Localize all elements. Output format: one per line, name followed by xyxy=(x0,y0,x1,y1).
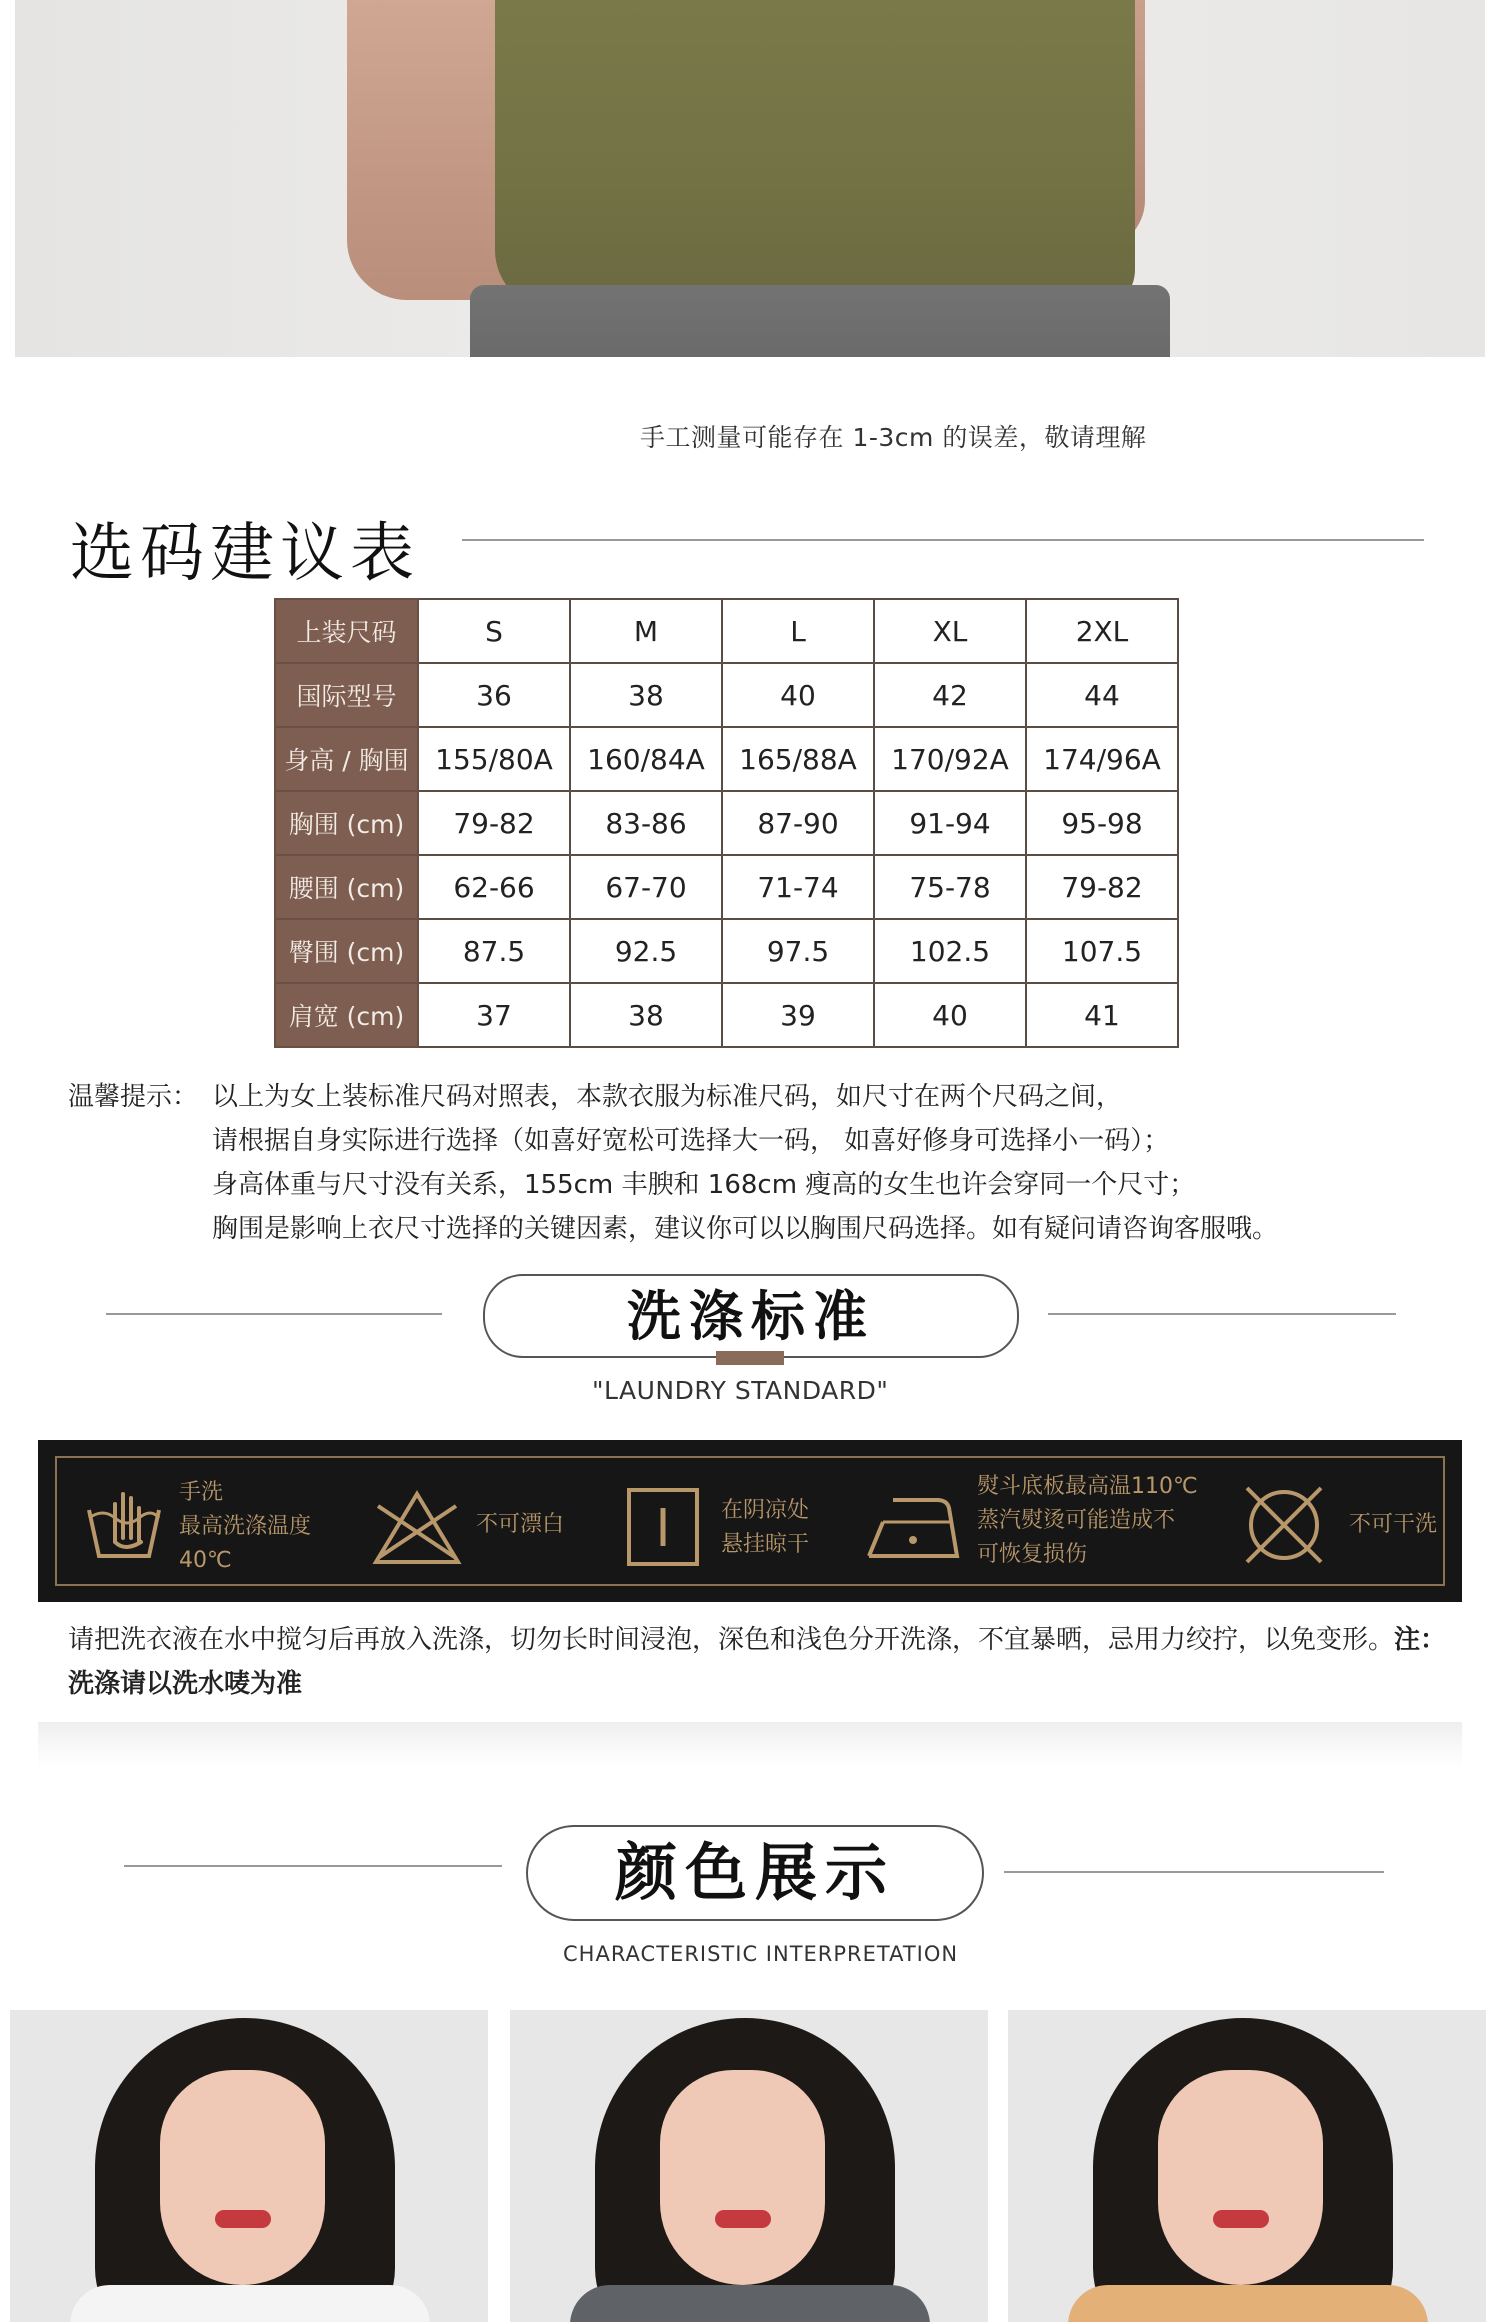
size-cell: 160/84A xyxy=(570,727,722,791)
hand-wash-icon xyxy=(81,1476,167,1566)
color-photo-grey xyxy=(510,2010,988,2322)
size-row-header: 肩宽 (cm) xyxy=(275,983,418,1047)
size-cell: 75-78 xyxy=(874,855,1026,919)
size-row xyxy=(275,663,1178,727)
divider xyxy=(1004,1871,1384,1873)
size-cell: 102.5 xyxy=(874,919,1026,983)
size-cell: 37 xyxy=(418,983,570,1047)
size-row-header: 上装尺码 xyxy=(275,599,418,663)
size-cell: 92.5 xyxy=(570,919,722,983)
size-row-header: 胸围 (cm) xyxy=(275,791,418,855)
colors-subtitle: CHARACTERISTIC INTERPRETATION xyxy=(563,1942,959,1966)
grey-pants xyxy=(470,285,1170,357)
size-row xyxy=(275,599,1178,663)
color-photo-yellow xyxy=(1008,2010,1486,2322)
no-bleach-text: 不可漂白 xyxy=(476,1512,565,1537)
size-row xyxy=(275,791,1178,855)
size-cell: 79-82 xyxy=(1026,855,1178,919)
size-table xyxy=(274,598,1179,1048)
tips-label: 温馨提示： xyxy=(68,1082,199,1112)
iron-icon xyxy=(863,1492,963,1562)
wash-note xyxy=(68,1618,1448,1706)
no-bleach-icon xyxy=(370,1488,464,1568)
size-cell: L xyxy=(722,599,874,663)
size-cell: XL xyxy=(874,599,1026,663)
laundry-frame xyxy=(55,1456,1445,1586)
size-row-header: 国际型号 xyxy=(275,663,418,727)
measure-note: 手工测量可能存在 1-3cm 的误差，敬请理解 xyxy=(640,423,1147,452)
product-photo xyxy=(15,0,1485,357)
laundry-title-pill xyxy=(483,1274,1019,1358)
size-cell: M xyxy=(570,599,722,663)
tee-yellow xyxy=(1068,2285,1428,2322)
size-cell: 155/80A xyxy=(418,727,570,791)
size-row xyxy=(275,727,1178,791)
tee-grey xyxy=(570,2285,930,2322)
hand-wash-text: 手洗 最高洗涤温度 40℃ xyxy=(179,1480,312,1573)
size-cell: 40 xyxy=(722,663,874,727)
iron-text: 熨斗底板最高温110℃ 蒸汽熨烫可能造成不 可恢复损伤 xyxy=(977,1474,1198,1567)
size-cell: 41 xyxy=(1026,983,1178,1047)
no-dry-clean-icon xyxy=(1239,1480,1329,1570)
size-cell: 2XL xyxy=(1026,599,1178,663)
tip-line: 胸围是影响上衣尺寸选择的关键因素，建议你可以以胸围尺码选择。如有疑问请咨询客服哦。 xyxy=(212,1214,1279,1244)
size-cell: 87.5 xyxy=(418,919,570,983)
olive-tshirt xyxy=(495,0,1135,310)
size-cell: 62-66 xyxy=(418,855,570,919)
shadow-divider xyxy=(38,1722,1462,1768)
size-cell: 38 xyxy=(570,983,722,1047)
size-cell: 174/96A xyxy=(1026,727,1178,791)
size-section-title: 选码建议表 xyxy=(70,517,420,591)
size-cell: 38 xyxy=(570,663,722,727)
size-cell: 42 xyxy=(874,663,1026,727)
size-cell: 87-90 xyxy=(722,791,874,855)
size-row-header: 腰围 (cm) xyxy=(275,855,418,919)
size-cell: 83-86 xyxy=(570,791,722,855)
shade-dry-text: 在阴凉处 悬挂晾干 xyxy=(721,1498,810,1557)
size-row xyxy=(275,983,1178,1047)
tip-line: 请根据自身实际进行选择（如喜好宽松可选择大一码， 如喜好修身可选择小一码）； xyxy=(212,1126,1170,1156)
size-cell: 165/88A xyxy=(722,727,874,791)
size-row-header: 臀围 (cm) xyxy=(275,919,418,983)
size-cell: 40 xyxy=(874,983,1026,1047)
shade-dry-icon xyxy=(625,1486,701,1568)
size-cell: 97.5 xyxy=(722,919,874,983)
size-row-header: 身高 / 胸围 xyxy=(275,727,418,791)
tee-white xyxy=(70,2285,430,2322)
size-cell: 95-98 xyxy=(1026,791,1178,855)
size-cell: S xyxy=(418,599,570,663)
wash-note-text: 请把洗衣液在水中搅匀后再放入洗涤，切勿长时间浸泡，深色和浅色分开洗涤，不宜暴晒，忌用力绞拧，以免变形。 xyxy=(68,1625,1395,1655)
divider xyxy=(124,1865,502,1867)
tip-line: 以上为女上装标准尺码对照表，本款衣服为标准尺码，如尺寸在两个尺码之间， xyxy=(212,1082,1123,1112)
size-cell: 39 xyxy=(722,983,874,1047)
size-cell: 79-82 xyxy=(418,791,570,855)
size-cell: 67-70 xyxy=(570,855,722,919)
laundry-symbols-bar xyxy=(38,1440,1462,1602)
no-dry-clean-text: 不可干洗 xyxy=(1349,1512,1438,1537)
size-cell: 91-94 xyxy=(874,791,1026,855)
divider xyxy=(1048,1313,1396,1315)
size-row xyxy=(275,855,1178,919)
size-cell: 170/92A xyxy=(874,727,1026,791)
size-cell: 107.5 xyxy=(1026,919,1178,983)
divider xyxy=(106,1313,442,1315)
color-photo-white xyxy=(10,2010,488,2322)
tip-line: 身高体重与尺寸没有关系，155cm 丰腴和 168cm 瘦高的女生也许会穿同一个尺寸； xyxy=(212,1170,1196,1200)
laundry-subtitle: "LAUNDRY STANDARD" xyxy=(592,1376,889,1405)
accent-tab xyxy=(716,1351,784,1365)
laundry-title: 洗涤标准 xyxy=(627,1284,875,1348)
size-cell: 44 xyxy=(1026,663,1178,727)
size-cell: 36 xyxy=(418,663,570,727)
colors-title: 颜色展示 xyxy=(614,1836,895,1909)
colors-title-pill xyxy=(526,1825,984,1921)
size-cell: 71-74 xyxy=(722,855,874,919)
divider xyxy=(462,539,1424,541)
wash-note-bold: 注：洗涤请以洗水唛为准 xyxy=(68,1625,1447,1699)
size-row xyxy=(275,919,1178,983)
